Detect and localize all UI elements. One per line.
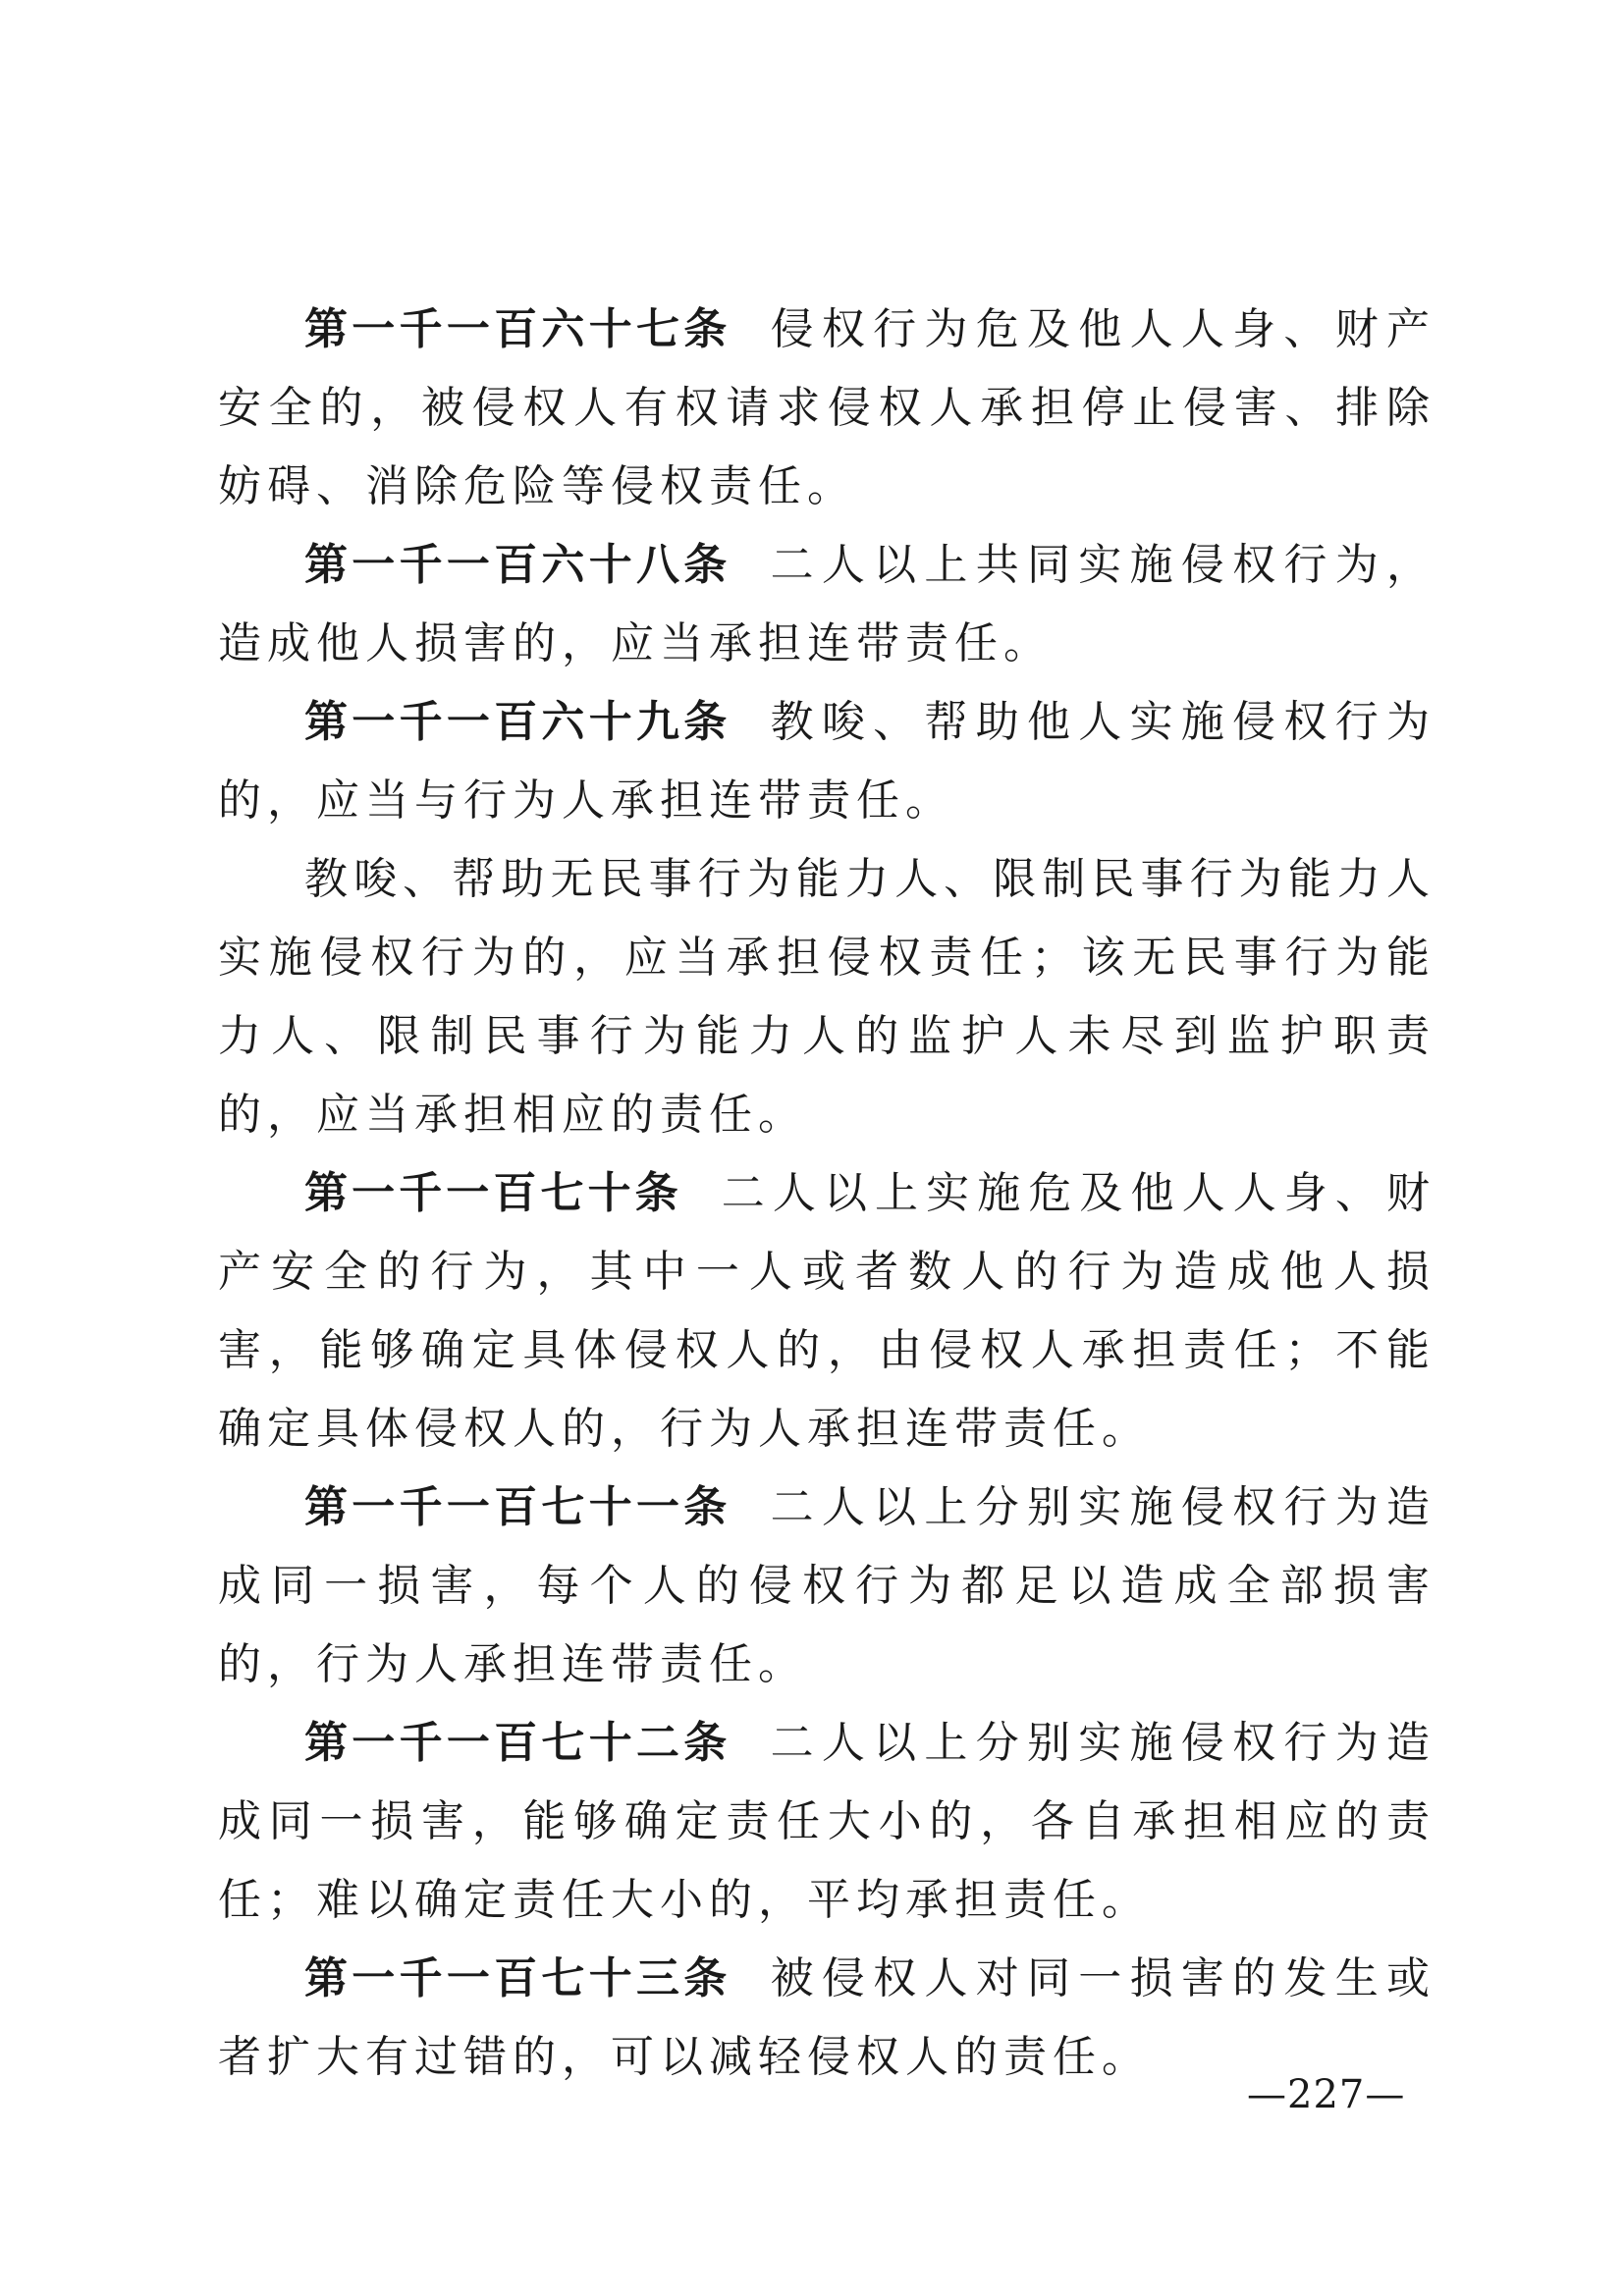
article-1172 [218, 1704, 1435, 1940]
article-heading: 第一千一百七十二条 [304, 1718, 731, 1768]
article-text: 二人以上实施危及他人人身、财产安全的行为，其中一人或者数人的行为造成他人损害，能够确定具体侵权人的，由侵权人承担责任；不能确定具体侵权人的，行为人承担连带责任。 [218, 1168, 1436, 1454]
article-1169 [218, 683, 1435, 840]
article-text: 教唆、帮助无民事行为能力人、限制民事行为能力人实施侵权行为的，应当承担侵权责任；该无民事行为能力人、限制民事行为能力人的监护人未尽到监护职责的，应当承担相应的责任。 [218, 854, 1435, 1140]
article-1170 [218, 1154, 1435, 1468]
article-heading: 第一千一百六十七条 [304, 304, 731, 354]
article-heading: 第一千一百七十三条 [304, 1953, 731, 2003]
article-text: 侵权行为危及他人人身、财产安全的，被侵权人有权请求侵权人承担停止侵害、排除妨碍、消除危险等侵权责任。 [218, 304, 1436, 511]
document-body [218, 291, 1435, 2097]
article-1168 [218, 526, 1435, 683]
article-text: 教唆、帮助他人实施侵权行为的，应当与行为人承担连带责任。 [218, 697, 1436, 826]
article-text: 二人以上共同实施侵权行为，造成他人损害的，应当承担连带责任。 [218, 540, 1436, 668]
article-text: 二人以上分别实施侵权行为造成同一损害，每个人的侵权行为都足以造成全部损害的，行为人承担连带责任。 [218, 1482, 1436, 1689]
page-number: —227— [1247, 2072, 1406, 2117]
article-text: 被侵权人对同一损害的发生或者扩大有过错的，可以减轻侵权人的责任。 [218, 1953, 1436, 2082]
article-heading: 第一千一百六十八条 [304, 540, 731, 590]
article-heading: 第一千一百七十一条 [304, 1482, 731, 1532]
article-1167 [218, 291, 1435, 526]
article-heading: 第一千一百六十九条 [304, 697, 731, 747]
article-1169-paragraph-2 [218, 840, 1435, 1154]
article-1171 [218, 1468, 1435, 1704]
article-text: 二人以上分别实施侵权行为造成同一损害，能够确定责任大小的，各自承担相应的责任；难以确定责任大小的，平均承担责任。 [218, 1718, 1436, 1925]
article-heading: 第一千一百七十条 [304, 1168, 682, 1218]
